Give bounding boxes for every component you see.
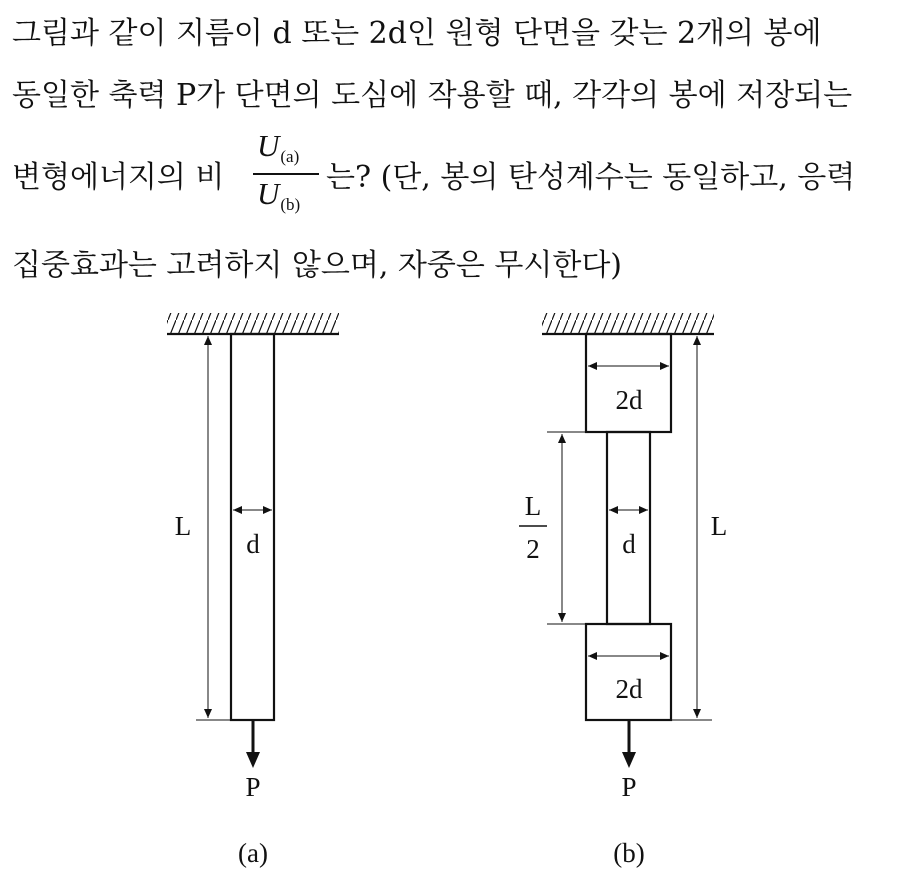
load-label-b: P: [621, 772, 637, 802]
figure-a: [167, 313, 339, 868]
ratio-numerator: $U_{(a)}$: [257, 128, 300, 166]
bar-b-middle-segment: [607, 432, 650, 624]
question-line-1: 그림과 같이 지름이 d 또는 2d인 원형 단면을 갖는 2개의 봉에: [12, 16, 822, 51]
middle-length-denominator: 2: [526, 534, 540, 564]
bar-a: [231, 334, 274, 720]
support-hatch-a: [167, 313, 339, 333]
load-arrow-head-a: [246, 752, 260, 768]
bar-b-bottom-segment: [586, 624, 671, 720]
load-arrow-head-b: [622, 752, 636, 768]
load-label-a: P: [245, 772, 261, 802]
support-hatch-b: [542, 313, 714, 333]
caption-b: (b): [613, 838, 645, 868]
diameter-label-b-bottom: 2d: [615, 674, 643, 704]
bar-b-top-segment: [586, 334, 671, 432]
diameter-label-b-top: 2d: [615, 385, 643, 415]
diameter-label-b-middle: d: [622, 529, 636, 559]
diameter-label-a: d: [246, 529, 260, 559]
question-line-3-suffix: 는? (단, 봉의 탄성계수는 동일하고, 응력: [326, 160, 856, 195]
ratio-denominator: $U_{(b)}$: [257, 176, 301, 214]
length-label-b: L: [710, 511, 728, 541]
question-line-2: 동일한 축력 P가 단면의 도심에 작용할 때, 각각의 봉에 저장되는: [12, 78, 853, 113]
caption-a: (a): [238, 838, 268, 868]
middle-length-numerator: L: [524, 491, 542, 521]
question-line-3-prefix: 변형에너지의 비: [12, 160, 225, 195]
figure-b: [519, 313, 727, 868]
question-line-4: 집중효과는 고려하지 않으며, 자중은 무시한다): [12, 248, 623, 283]
length-label-a: L: [174, 511, 192, 541]
